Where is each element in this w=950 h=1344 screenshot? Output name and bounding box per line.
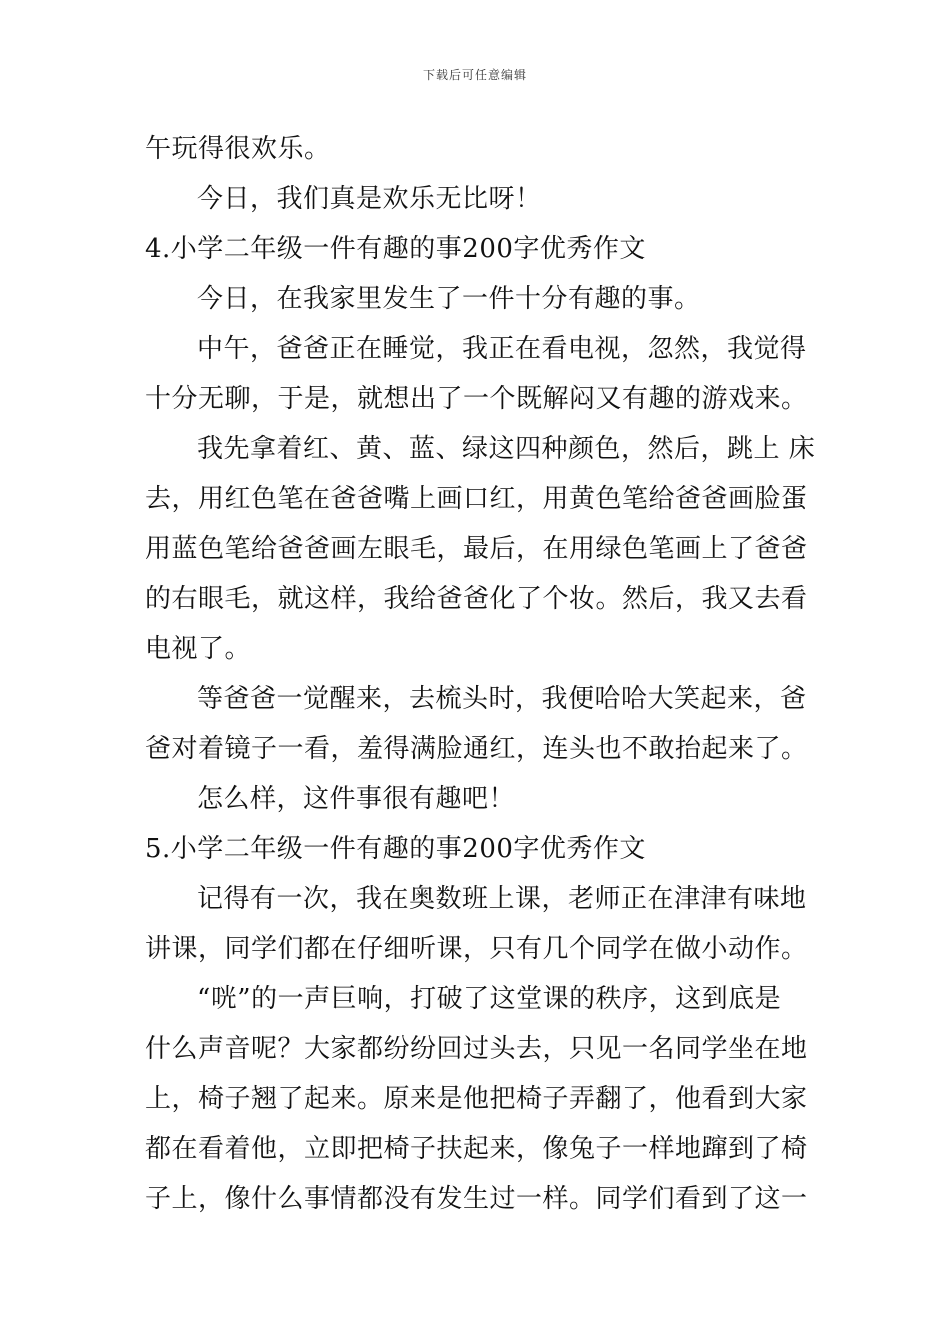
text-line: 午玩得很欢乐。 bbox=[145, 134, 331, 164]
text-line: 中午，爸爸正在睡觉，我正在看电视，忽然，我觉得 bbox=[197, 334, 807, 364]
text-line: 今日，我们真是欢乐无比呀！ bbox=[197, 184, 542, 214]
section-heading: 4.小学二年级一件有趣的事200字优秀作文 bbox=[145, 234, 646, 264]
text-line: 爸对着镜子一看，羞得满脸通红，连头也不敢抬起来了。 bbox=[145, 734, 808, 764]
text-line: 的右眼毛，就这样，我给爸爸化了个妆。然后，我又去看 bbox=[145, 584, 808, 614]
text-line: 子上，像什么事情都没有发生过一样。同学们看到了这一 bbox=[145, 1184, 808, 1214]
text-line: 怎么样，这件事很有趣吧！ bbox=[197, 784, 516, 814]
text-line: 上，椅子翘了起来。原来是他把椅子弄翻了，他看到大家 bbox=[145, 1084, 808, 1114]
text-line: 十分无聊，于是，就想出了一个既解闷又有趣的游戏来。 bbox=[145, 384, 808, 414]
text-line: 记得有一次，我在奥数班上课，老师正在津津有味地 bbox=[197, 884, 807, 914]
text-line: 等爸爸一觉醒来，去梳头时，我便哈哈大笑起来，爸 bbox=[197, 684, 807, 714]
text-line: “咣”的一声巨响，打破了这堂课的秩序，这到底是 bbox=[197, 984, 782, 1014]
text-line: 电视了。 bbox=[145, 634, 252, 664]
text-line: 用蓝色笔给爸爸画左眼毛，最后，在用绿色笔画上了爸爸 bbox=[145, 534, 808, 564]
text-line: 什么声音呢？大家都纷纷回过头去，只见一名同学坐在地 bbox=[145, 1034, 808, 1064]
text-line: 今日，在我家里发生了一件十分有趣的事。 bbox=[197, 284, 701, 314]
text-line: 去，用红色笔在爸爸嘴上画口红，用黄色笔给爸爸画脸蛋 bbox=[145, 484, 808, 514]
text-line: 都在看着他，立即把椅子扶起来，像兔子一样地蹿到了椅 bbox=[145, 1134, 808, 1164]
text-line: 讲课，同学们都在仔细听课，只有几个同学在做小动作。 bbox=[145, 934, 808, 964]
section-heading: 5.小学二年级一件有趣的事200字优秀作文 bbox=[145, 834, 646, 864]
text-line: 我先拿着红、黄、蓝、绿这四种颜色，然后，跳上 床 bbox=[197, 434, 816, 464]
page-header: 下载后可任意编辑 bbox=[422, 68, 527, 82]
